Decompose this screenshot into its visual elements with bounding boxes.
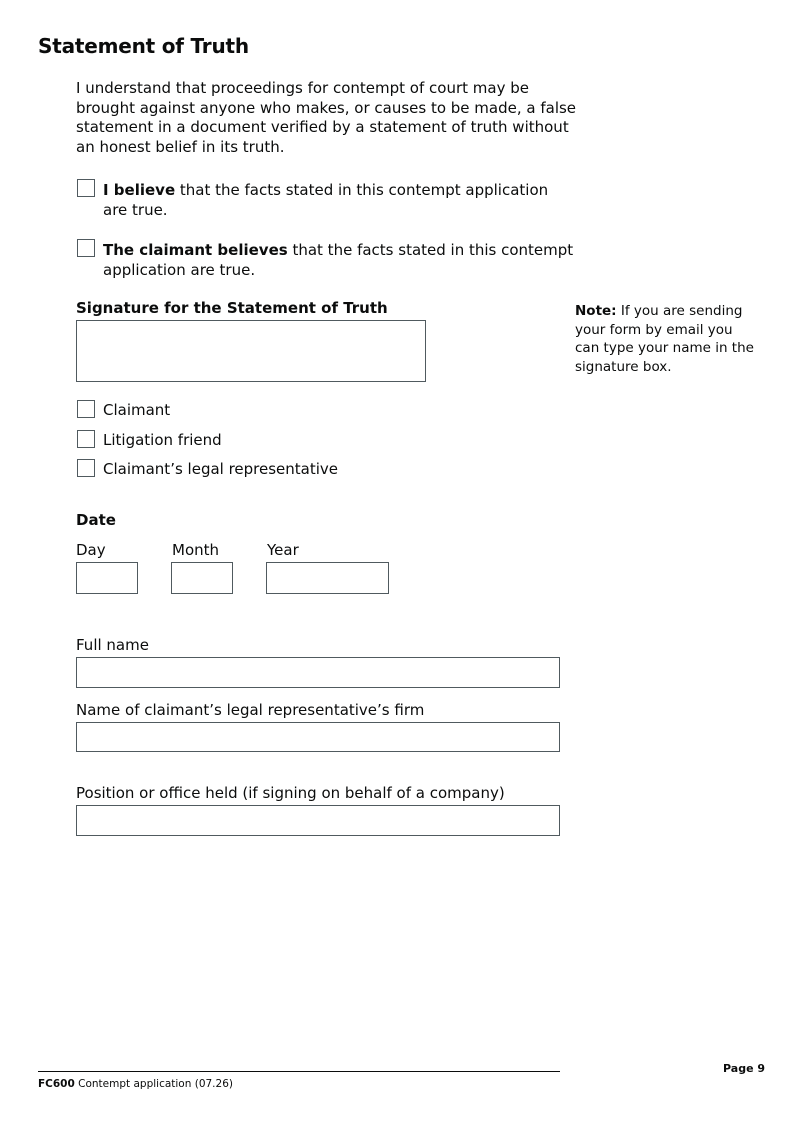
position-input[interactable]	[76, 805, 560, 836]
month-input[interactable]	[171, 562, 233, 594]
firm-name-label: Name of claimant’s legal representative’s firm	[76, 701, 425, 719]
date-label: Date	[76, 511, 116, 529]
position-label: Position or office held (if signing on behalf of a company)	[76, 784, 505, 802]
warning-line: statement in a document verified by a statement of truth without	[76, 118, 569, 136]
i-believe-label	[103, 180, 553, 220]
signature-note	[575, 302, 755, 376]
note-text: signature box.	[575, 358, 672, 375]
warning-line: brought against anyone who makes, or causes to be made, a false	[76, 98, 577, 117]
claimant-believes-text-line2: application are true.	[103, 261, 256, 279]
i-believe-text-line2: are true.	[103, 201, 168, 219]
i-believe-checkbox[interactable]	[77, 179, 95, 197]
form-title: Contempt application (07.26)	[74, 1078, 233, 1090]
note-text: can type your name in the	[575, 340, 754, 356]
year-input[interactable]	[266, 562, 389, 594]
year-label: Year	[267, 541, 299, 559]
claimant-label: Claimant	[103, 401, 171, 419]
warning-line: I understand that proceedings for contempt of court may be	[76, 79, 529, 97]
full-name-label: Full name	[76, 636, 149, 654]
litigation-friend-label: Litigation friend	[103, 431, 222, 449]
month-label: Month	[172, 541, 220, 559]
full-name-input[interactable]	[76, 657, 560, 688]
claimant-believes-bold: The claimant believes	[103, 241, 288, 259]
page-title: Statement of Truth	[38, 34, 249, 58]
i-believe-bold: I believe	[103, 181, 176, 199]
day-label: Day	[76, 541, 106, 559]
firm-name-input[interactable]	[76, 722, 560, 752]
form-code: FC600	[38, 1078, 75, 1090]
claimant-believes-label	[103, 240, 574, 280]
day-input[interactable]	[76, 562, 138, 594]
signature-label: Signature for the Statement of Truth	[76, 299, 388, 317]
claimant-believes-checkbox[interactable]	[77, 239, 95, 257]
legal-representative-label: Claimant’s legal representative	[103, 460, 339, 478]
page-number: Page 9	[723, 1062, 766, 1075]
form-footer	[38, 1078, 233, 1090]
note-bold: Note:	[575, 303, 617, 319]
claimant-believes-text: that the facts stated in this contempt	[287, 241, 574, 259]
claimant-checkbox[interactable]	[77, 400, 95, 418]
warning-line: an honest belief in its truth.	[76, 137, 285, 156]
note-text: your form by email you	[575, 321, 733, 338]
litigation-friend-checkbox[interactable]	[77, 430, 95, 448]
footer-divider	[38, 1071, 560, 1072]
signature-field[interactable]	[76, 320, 426, 382]
note-text: If you are sending	[616, 303, 743, 319]
legal-representative-checkbox[interactable]	[77, 459, 95, 477]
contempt-warning-text	[76, 79, 577, 157]
i-believe-text: that the facts stated in this contempt application	[175, 181, 549, 199]
